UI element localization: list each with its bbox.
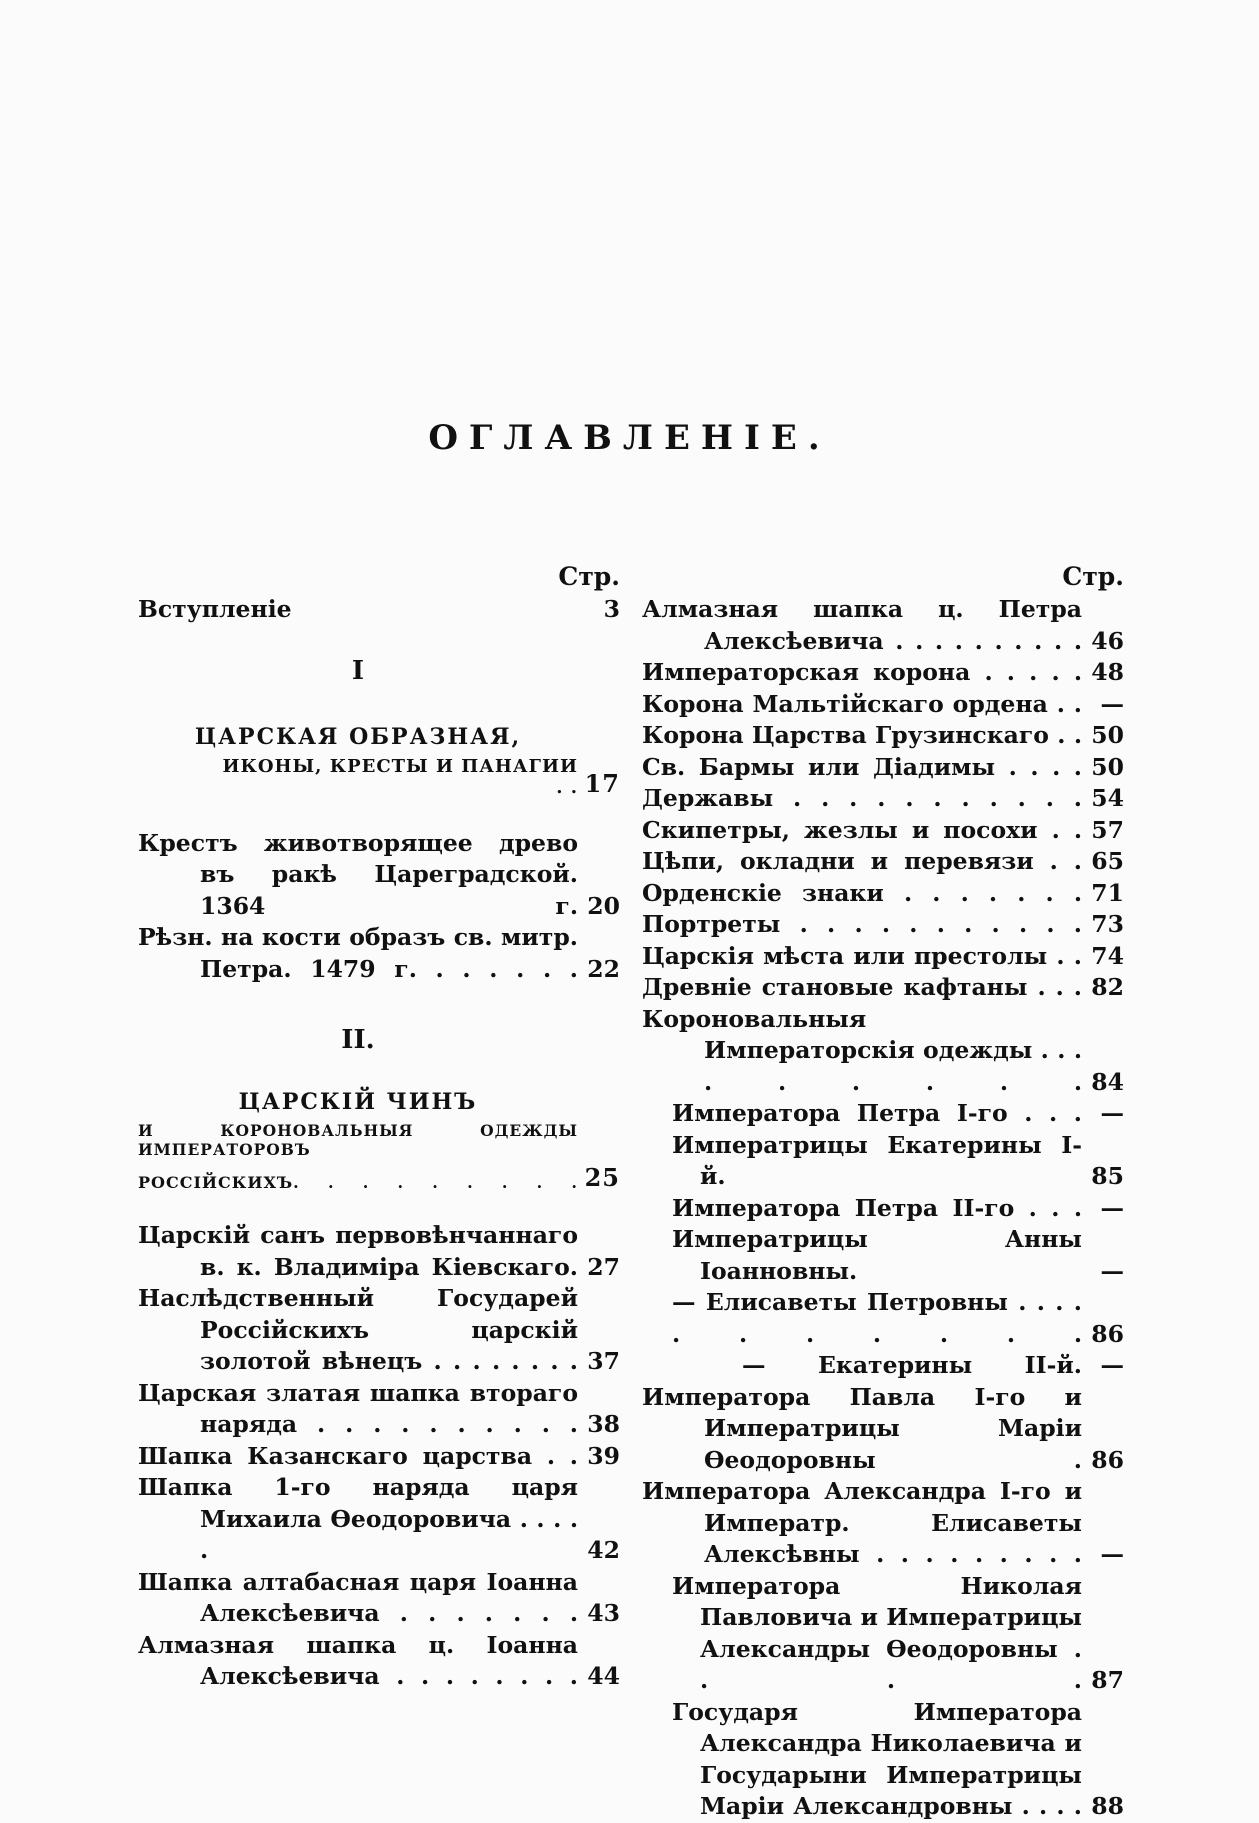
toc-entry[interactable]	[642, 815, 1124, 847]
toc-subentry[interactable]	[642, 1224, 1124, 1287]
entry-title: Императрицы Анны Іоанновны.	[672, 1225, 1082, 1285]
toc-subentry[interactable]	[642, 1571, 1124, 1697]
entry-page: 44	[587, 1662, 620, 1690]
toc-subentry[interactable]	[642, 1130, 1124, 1193]
entry-page: 84	[1091, 1067, 1124, 1096]
entry-page: 73	[1091, 910, 1124, 938]
entry-page: —	[1100, 1540, 1124, 1568]
entry-page: 22	[587, 954, 620, 983]
entry-page: —	[1100, 1351, 1124, 1379]
toc-entry[interactable]	[642, 752, 1124, 784]
page-column-header: Стр.	[1062, 562, 1124, 591]
section-subtitle: РОССІЙСКИХЪ. . . . . . . . .	[138, 1173, 578, 1192]
section-number: I	[351, 655, 365, 686]
entry-page: 39	[587, 1441, 620, 1470]
entry-title: Императора Александра I-го и Императр. Елисаветы Алексѣвны . . . . . . . . .	[642, 1477, 1082, 1568]
section-number: II.	[341, 1025, 375, 1055]
toc-entry[interactable]	[642, 972, 1124, 1004]
entry-title: — Елисаветы Петровны . . . . . . . . . . .	[672, 1288, 1082, 1348]
entry-page: 50	[1091, 752, 1124, 781]
entry-title: Алмазная шапка ц. Іоанна Алексѣевича . . . . . . . .	[138, 1630, 578, 1690]
toc-entry[interactable]	[138, 1630, 620, 1693]
section-page: 25	[584, 1163, 620, 1192]
entry-title: Императора Николая Павловича и Императрицы Александры Ѳеодоровны . . . .	[672, 1571, 1082, 1694]
toc-entry[interactable]	[642, 1004, 1124, 1099]
entry-page: 65	[1091, 847, 1124, 875]
entry-page: —	[1100, 1256, 1124, 1285]
section-subtitle: И КОРОНОВАЛЬНЫЯ ОДЕЖДЫ ИМПЕРАТОРОВЪ	[138, 1121, 578, 1159]
entry-title: Шапка алтабасная царя Іоанна Алексѣевича . . . . . . .	[138, 1567, 578, 1627]
toc-entry[interactable]	[138, 828, 620, 923]
entry-title: Шапка 1-го наряда царя Михаила Ѳеодоровича . . . . .	[138, 1473, 578, 1564]
entry-page: 48	[1091, 658, 1124, 686]
entry-page: 3	[603, 595, 620, 623]
toc-subentry[interactable]	[642, 1098, 1124, 1130]
entry-page: 86	[1091, 1319, 1124, 1348]
entry-page: 71	[1091, 878, 1124, 907]
entry-title: Древніе становые кафтаны . . .	[642, 973, 1082, 1001]
entry-title: Крестъ животворящее древо въ ракѣ Цареградской. 1364 г.	[138, 828, 578, 920]
entry-title: Императора Петра II-го . . .	[672, 1193, 1082, 1222]
toc-subentry[interactable]	[642, 1287, 1124, 1350]
entry-title: Царская златая шапка втораго наряда . . . . . . . . . .	[138, 1378, 578, 1438]
entry-page: 86	[1091, 1445, 1124, 1474]
entry-title: Корона Царства Грузинскаго . .	[642, 721, 1082, 749]
section-title: ЦАРСКАЯ ОБРАЗНАЯ,	[194, 723, 522, 750]
toc-entry[interactable]	[642, 657, 1124, 689]
page-column-header: Стр.	[558, 562, 620, 591]
entry-page: 74	[1091, 941, 1124, 970]
toc-entry[interactable]	[138, 1441, 620, 1473]
toc-entry[interactable]	[642, 720, 1124, 752]
page-title: ОГЛАВЛЕНІЕ.	[428, 418, 831, 458]
toc-entry[interactable]	[138, 1283, 620, 1378]
toc-entry[interactable]	[642, 689, 1124, 721]
entry-page: —	[1100, 689, 1124, 718]
entry-title: Орденскіе знаки . . . . . . .	[642, 878, 1082, 907]
entry-title: Царскія мѣста или престолы . .	[642, 941, 1082, 970]
entry-title: Вступленіе	[138, 595, 292, 623]
toc-subentry[interactable]	[642, 1350, 1124, 1382]
entry-title: Императора Петра I-го . . .	[672, 1099, 1082, 1127]
section-title-entry[interactable]	[138, 1163, 620, 1192]
toc-entry[interactable]	[642, 909, 1124, 941]
entry-title: Корона Мальтійскаго ордена . .	[642, 689, 1082, 718]
entry-title: Шапка Казанскаго царства . .	[138, 1441, 578, 1470]
toc-entry[interactable]	[642, 594, 1124, 657]
entry-page: 37	[587, 1347, 620, 1375]
entry-page: 87	[1091, 1666, 1124, 1694]
toc-entry[interactable]	[642, 846, 1124, 878]
entry-title: Св. Бармы или Діадимы . . . .	[642, 752, 1082, 781]
entry-title: Императорская корона . . . . .	[642, 658, 1082, 686]
toc-entry[interactable]	[642, 1382, 1124, 1477]
toc-entry[interactable]	[642, 878, 1124, 910]
entry-title: Царскій санъ первовѣнчаннаго в. к. Владиміра Кіевскаго.	[138, 1221, 578, 1281]
entry-title: Алмазная шапка ц. Петра Алексѣевича . . . . . . . . . .	[642, 595, 1082, 655]
toc-entry[interactable]	[138, 1567, 620, 1630]
entry-title: Императора Павла I-го и Императрицы Маріи Ѳеодоровны .	[642, 1382, 1082, 1474]
toc-entry[interactable]	[138, 922, 620, 985]
toc-left-column	[138, 560, 620, 1693]
toc-entry[interactable]	[138, 1220, 620, 1283]
toc-subentry[interactable]	[642, 1193, 1124, 1225]
entry-title: Державы . . . . . . . . . . .	[642, 784, 1082, 812]
toc-entry[interactable]	[138, 1378, 620, 1441]
entry-page: 50	[1091, 721, 1124, 749]
entry-page: —	[1100, 1193, 1124, 1222]
entry-page: 46	[1091, 626, 1124, 655]
entry-page: —	[1100, 1099, 1124, 1127]
entry-page: 82	[1091, 973, 1124, 1001]
section-page: 17	[584, 768, 620, 798]
toc-right-column	[642, 560, 1124, 1823]
entry-page: 20	[587, 891, 620, 920]
entry-page: 38	[587, 1410, 620, 1438]
entry-page: 57	[1091, 815, 1124, 844]
section-title: ЦАРСКІЙ ЧИНЪ	[238, 1089, 478, 1115]
entry-title: Наслѣдственный Государей Россійскихъ царскій золотой вѣнецъ . . . . . . . .	[138, 1284, 578, 1375]
entry-page: 54	[1091, 784, 1124, 812]
entry-page: 42	[587, 1536, 620, 1564]
toc-entry[interactable]	[138, 1472, 620, 1567]
section-title-entry[interactable]	[138, 756, 620, 798]
entry-title: — Екатерины II-й.	[742, 1351, 1082, 1379]
entry-page: 43	[587, 1599, 620, 1627]
toc-subentry[interactable]	[642, 1697, 1124, 1823]
entry-title: Цѣпи, окладни и перевязи . .	[642, 847, 1082, 875]
section-subtitle: ИКОНЫ, КРЕСТЫ И ПАНАГИИ	[222, 755, 578, 777]
toc-entry[interactable]	[642, 941, 1124, 973]
dot-leader: . .	[556, 776, 578, 798]
entry-title: Портреты . . . . . . . . . . .	[642, 910, 1082, 938]
toc-entry[interactable]	[642, 1476, 1124, 1571]
entry-title: Императрицы Екатерины I-й.	[672, 1130, 1082, 1190]
entry-title: Государя Императора Александра Николаевича и Государыни Императрицы Маріи Александровны . . . .	[672, 1697, 1082, 1820]
entry-title: Короновальныя Императорскія одежды . . . . . . . . .	[642, 1004, 1082, 1096]
toc-entry[interactable]	[642, 783, 1124, 815]
entry-page: 27	[587, 1252, 620, 1281]
entry-title: Скипетры, жезлы и посохи . .	[642, 815, 1082, 844]
entry-title: Рѣзн. на кости образъ св. митр. Петра. 1479 г. . . . . . .	[138, 923, 578, 983]
entry-page: 88	[1091, 1792, 1124, 1820]
toc-entry[interactable]	[138, 594, 620, 626]
entry-page: 85	[1091, 1162, 1124, 1190]
